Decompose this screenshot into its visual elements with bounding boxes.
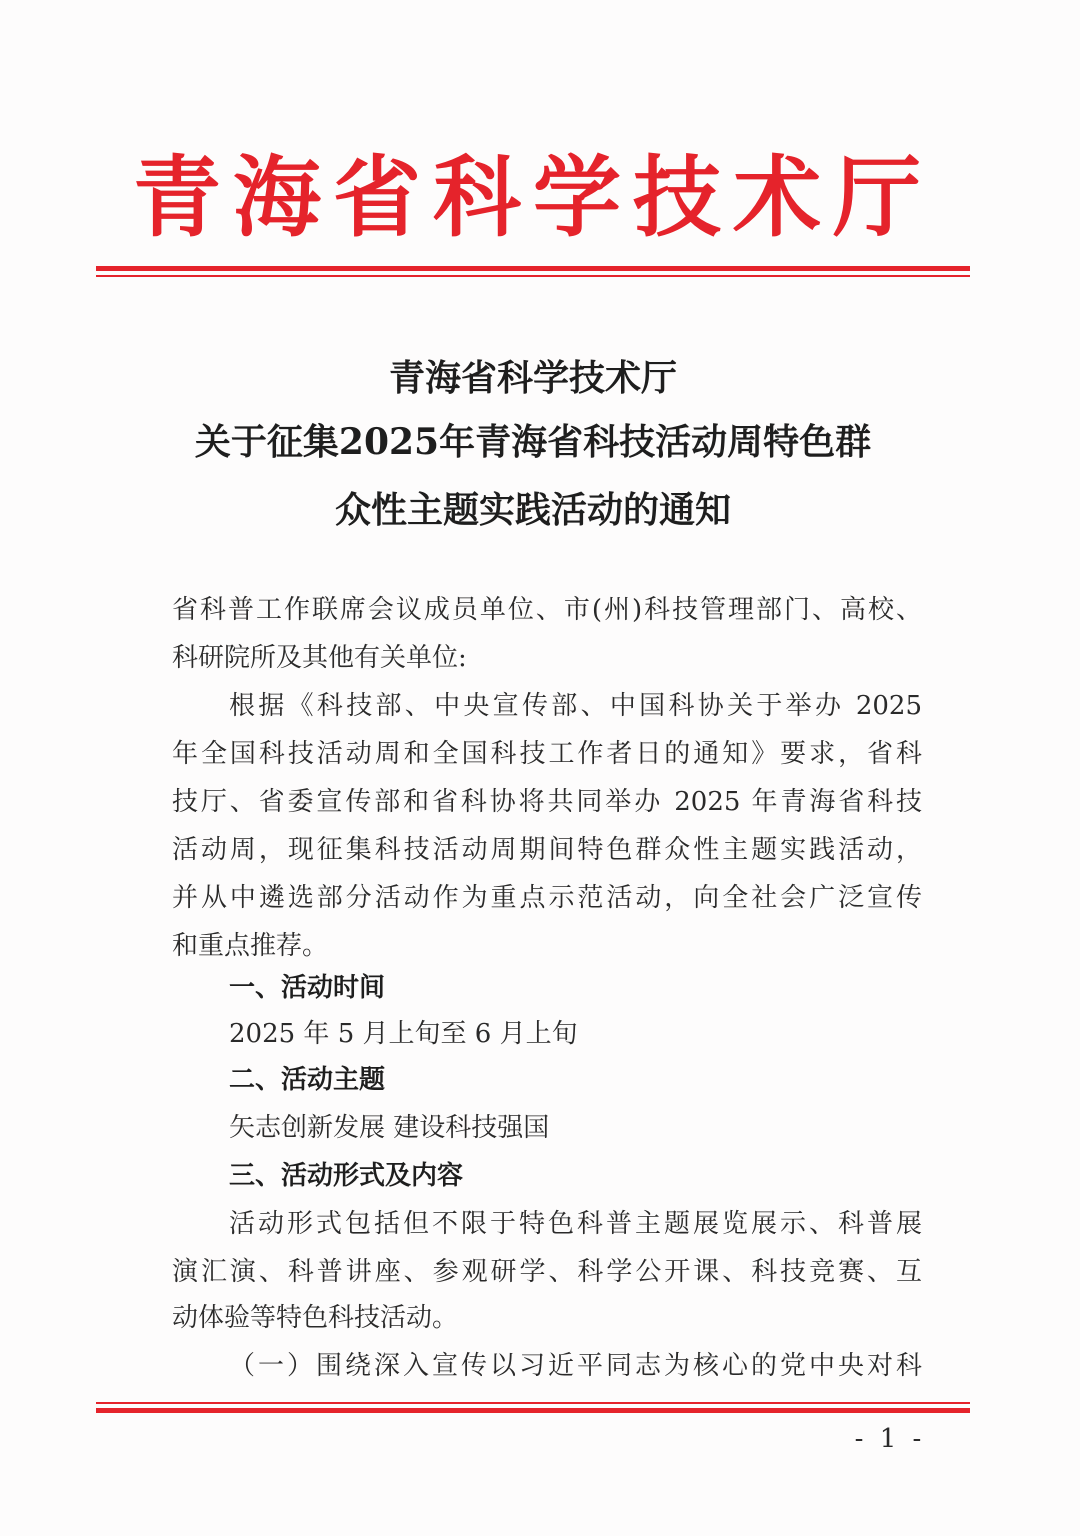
intro-line-4: 活动周，现征集科技活动周期间特色群众性主题实践活动， [172, 835, 922, 865]
section-3-line-3: 动体验等特色科技活动。 [172, 1303, 459, 1333]
section-1-text: 2025 年 5 月上旬至 6 月上旬 [229, 1019, 578, 1049]
intro-line-6: 和重点推荐。 [172, 931, 329, 961]
footer-rule-bottom [96, 1408, 970, 1413]
section-1-heading: 一、活动时间 [229, 973, 386, 1003]
addressee-line-1: 省科普工作联席会议成员单位、市(州)科技管理部门、高校、 [172, 595, 922, 625]
masthead-rule-top [96, 266, 970, 271]
intro-line-3: 技厅、省委宣传部和省科协将共同举办 2025 年青海省科技 [172, 787, 922, 817]
masthead-title: 青海省科学技术厅 [132, 146, 933, 249]
intro-line-1: 根据《科技部、中央宣传部、中国科协关于举办 2025 [229, 691, 922, 721]
masthead-rule-bottom [96, 275, 970, 277]
section-2-heading: 二、活动主题 [229, 1065, 386, 1095]
document-title-line-1: 青海省科学技术厅 [388, 357, 677, 399]
section-3-line-2: 演汇演、科普讲座、参观研学、科学公开课、科技竞赛、互 [172, 1257, 922, 1287]
section-3-line-4: （一）围绕深入宣传以习近平同志为核心的党中央对科 [229, 1351, 922, 1381]
section-3-heading: 三、活动形式及内容 [229, 1161, 464, 1191]
page-number: - 1 - [854, 1424, 926, 1454]
document-title-line-3: 众性主题实践活动的通知 [334, 489, 731, 531]
document-title-line-2: 关于征集2025年青海省科技活动周特色群 [194, 421, 872, 463]
intro-line-2: 年全国科技活动周和全国科技工作者日的通知》要求，省科 [172, 739, 922, 769]
intro-line-5: 并从中遴选部分活动作为重点示范活动，向全社会广泛宣传 [172, 883, 922, 913]
footer-rule-top [96, 1402, 970, 1404]
section-2-text: 矢志创新发展 建设科技强国 [229, 1113, 550, 1143]
section-3-line-1: 活动形式包括但不限于特色科普主题展览展示、科普展 [229, 1209, 922, 1239]
addressee-line-2: 科研院所及其他有关单位: [172, 643, 467, 673]
